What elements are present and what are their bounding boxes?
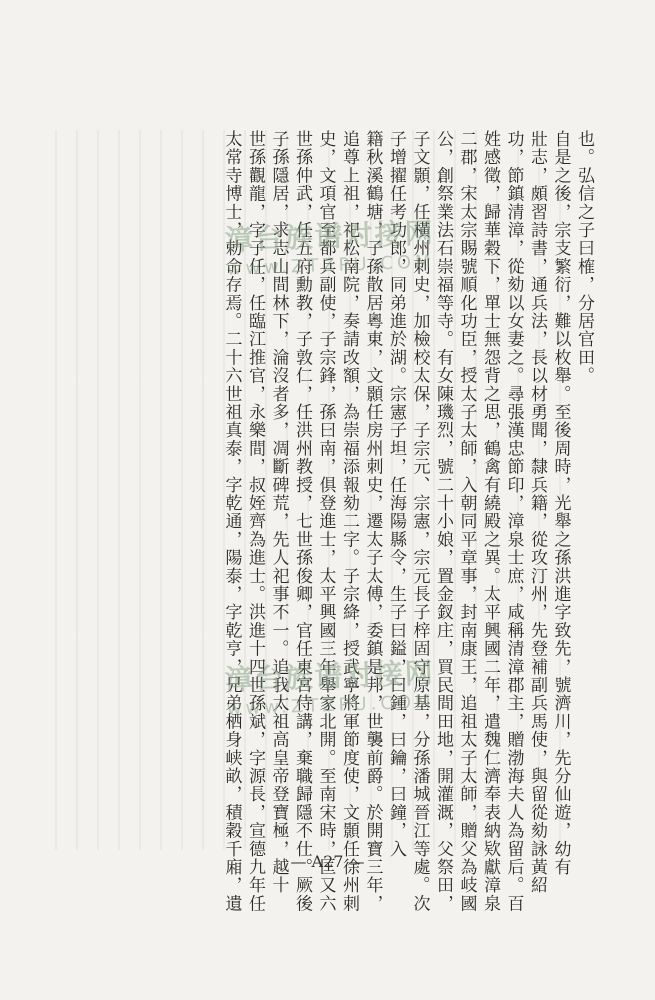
watermark-text: 漳台族谱对接网: [224, 656, 436, 697]
text-column: 世孫仲武，任五府勳教，子敦仁，任洪州教授，七世孫俊卿，官任東宮侍講，棄職歸隱不仕。厥後: [292, 130, 312, 913]
text-column: 功，節鎮清漳，從劾以女妻之。尋張漢忠節印，漳泉士庶，咸稱清漳郡主，贈渤海夫人為留后。百: [503, 130, 524, 913]
watermark-text: 漳台族谱对接网: [224, 216, 436, 257]
text-column: 子增擢任考功郎，同弟進於湖。宗憲子坦，任海陽縣令，生子曰鎰，曰鍾，曰鑰，曰鐘，入: [386, 130, 406, 858]
text-column: 二郡，宋太宗賜號順化功臣，授太子太師，入朝同平章事，封南康王，追祖太子太師，贈父為岐國: [456, 130, 477, 913]
text-column: 公，創祭業法石崇福等寺。有女陳璣烈，號二十小娘，置金釵庄，買民間田地，開灌溉，父祭田，: [433, 130, 453, 913]
text-column: 壯志，頗習詩書，通兵法，長以材勇聞，隸兵籍，從攻汀州，先登補副兵馬使，與留從劾詠黃紹: [527, 130, 547, 895]
text-column: 追尊上祖，祀松南院，奏請改額，為崇福添報劾二字。子宗絳，授武寧將軍節度使，文顥任徐州刺: [339, 130, 359, 913]
watermark-url: www.ZTZPU.COM: [226, 691, 435, 720]
text-column: 姓感徵，歸華穀下，單士無怨背之思，鶴禽有繞殿之異。太平興國二年，遣魏仁濟奉表納欵獻漳泉: [480, 130, 500, 913]
text-column: 自是之後，宗支繁衍，難以枚舉。至後周時，光舉之孫洪進字致先，號濟川，先分仙遊，幼有: [550, 130, 571, 877]
watermark-url: www.ZTZPU.COM: [226, 251, 435, 280]
text-column: 子文顥，任橫州刺史，加檢校太保，子宗元、宗憲，宗元長子梓固守原基，分孫潘城晉江等處。次: [409, 130, 430, 913]
text-column: 史，文項官至都兵副使，子宗鋒，孫曰南，俱登進士，太平興國三年舉家北開。至南宋時，匡又六: [315, 130, 336, 913]
text-column: 籍秋溪鶴塘，子孫散居粵東，文顥任房州刺史，遷太子太傅，委鎮是邦，世襲前爵。於開寶三年，: [362, 130, 383, 913]
text-column: 也。弘信之子曰榷，分居官田。: [574, 130, 594, 385]
text-column: 太常寺博士，勅命存焉。二十六世祖真泰，字乾通，陽泰，字乾亨，兄弟栖身峡畝，積穀千廂，遺: [221, 130, 242, 913]
text-column: 子孫隱居，求志山間林下，淪沒者多，凋斷碑荒，先人祀事不一。追我太祖高皇帝登寶極，越十: [268, 130, 289, 895]
text-column: 世孫觀龍，字子任，任臨江推官，永樂間，叔姪齊為進士。洪進十四世孫斌，字源長，宣德九年任: [245, 130, 265, 913]
page-number: — A27 —: [290, 852, 365, 871]
